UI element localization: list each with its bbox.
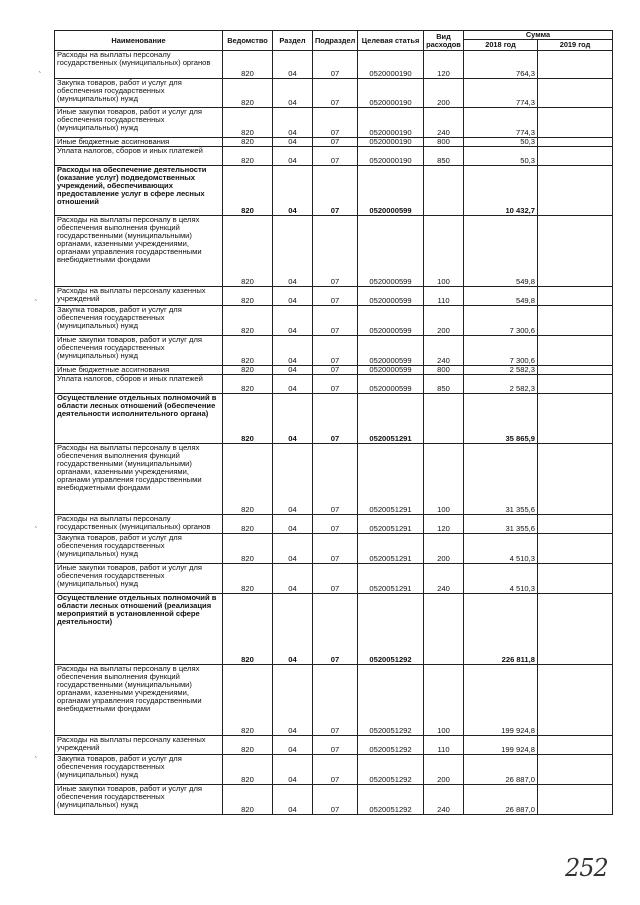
row-dept: 820 bbox=[223, 515, 273, 534]
row-name: Осуществление отдельных полномочий в области лесных отношений (реализация мероприятий в установленной сфере деятельности) bbox=[55, 594, 223, 665]
row-subsection: 07 bbox=[313, 108, 358, 138]
table-row bbox=[55, 785, 613, 815]
handwritten-page-number: 252 bbox=[565, 854, 608, 882]
row-subsection: 07 bbox=[313, 79, 358, 108]
row-section: 04 bbox=[273, 306, 313, 336]
row-dept: 820 bbox=[223, 534, 273, 564]
table-row bbox=[55, 147, 613, 166]
row-kind bbox=[424, 394, 464, 444]
margin-tick: ` bbox=[34, 757, 39, 767]
row-section: 04 bbox=[273, 534, 313, 564]
table-row bbox=[55, 515, 613, 534]
row-name: Расходы на выплаты персоналу государственных (муниципальных) органов bbox=[55, 51, 223, 79]
row-section: 04 bbox=[273, 51, 313, 79]
row-target: 0520051291 bbox=[358, 515, 424, 534]
row-name: Уплата налогов, сборов и иных платежей bbox=[55, 147, 223, 166]
margin-tick: ` bbox=[34, 527, 39, 537]
table-row bbox=[55, 306, 613, 336]
row-kind: 850 bbox=[424, 375, 464, 394]
row-sum-2018: 764,3 bbox=[464, 51, 538, 79]
header-section: Раздел bbox=[273, 31, 313, 51]
row-sum-2019 bbox=[538, 216, 613, 287]
row-subsection: 07 bbox=[313, 534, 358, 564]
table-row bbox=[55, 564, 613, 594]
row-name: Осуществление отдельных полномочий в области лесных отношений (обеспечение деятельности исполнительного органа) bbox=[55, 394, 223, 444]
row-sum-2019 bbox=[538, 736, 613, 755]
row-name: Иные закупки товаров, работ и услуг для обеспечения государственных (муниципальных) нужд bbox=[55, 108, 223, 138]
row-sum-2018: 50,3 bbox=[464, 138, 538, 147]
row-section: 04 bbox=[273, 336, 313, 366]
row-sum-2018: 4 510,3 bbox=[464, 534, 538, 564]
row-kind: 800 bbox=[424, 138, 464, 147]
header-name: Наименование bbox=[55, 31, 223, 51]
row-target: 0520000599 bbox=[358, 287, 424, 306]
row-name: Расходы на выплаты персоналу в целях обеспечения выполнения функций государственными (муниципальными) органами, казенными учреждениями, органами управления государственными внебюджетными фондами bbox=[55, 665, 223, 736]
row-sum-2019 bbox=[538, 665, 613, 736]
row-subsection: 07 bbox=[313, 375, 358, 394]
row-kind bbox=[424, 594, 464, 665]
row-sum-2018: 7 300,6 bbox=[464, 306, 538, 336]
row-target: 0520051291 bbox=[358, 394, 424, 444]
row-section: 04 bbox=[273, 375, 313, 394]
row-name: Расходы на выплаты персоналу в целях обеспечения выполнения функций государственными (муниципальными) органами, казенными учреждениями, органами управления государственными внебюджетными фондами bbox=[55, 216, 223, 287]
header-target: Целевая статья bbox=[358, 31, 424, 51]
table-row bbox=[55, 534, 613, 564]
row-section: 04 bbox=[273, 515, 313, 534]
row-name: Иные закупки товаров, работ и услуг для обеспечения государственных (муниципальных) нужд bbox=[55, 564, 223, 594]
row-sum-2018: 26 887,0 bbox=[464, 785, 538, 815]
row-sum-2019 bbox=[538, 306, 613, 336]
row-target: 0520000599 bbox=[358, 375, 424, 394]
row-subsection: 07 bbox=[313, 564, 358, 594]
row-dept: 820 bbox=[223, 366, 273, 375]
row-target: 0520051291 bbox=[358, 444, 424, 515]
row-kind bbox=[424, 166, 464, 216]
header-year-2018: 2018 год bbox=[464, 40, 538, 51]
row-subsection: 07 bbox=[313, 665, 358, 736]
row-section: 04 bbox=[273, 138, 313, 147]
row-subsection: 07 bbox=[313, 755, 358, 785]
row-target: 0520000599 bbox=[358, 366, 424, 375]
row-target: 0520051292 bbox=[358, 594, 424, 665]
row-kind: 240 bbox=[424, 564, 464, 594]
row-sum-2019 bbox=[538, 147, 613, 166]
row-subsection: 07 bbox=[313, 166, 358, 216]
row-name: Закупка товаров, работ и услуг для обеспечения государственных (муниципальных) нужд bbox=[55, 79, 223, 108]
row-kind: 240 bbox=[424, 336, 464, 366]
row-section: 04 bbox=[273, 216, 313, 287]
table-row bbox=[55, 216, 613, 287]
row-section: 04 bbox=[273, 394, 313, 444]
table-row bbox=[55, 287, 613, 306]
row-subsection: 07 bbox=[313, 51, 358, 79]
table-row bbox=[55, 108, 613, 138]
row-sum-2018: 2 582,3 bbox=[464, 375, 538, 394]
row-dept: 820 bbox=[223, 564, 273, 594]
row-sum-2019 bbox=[538, 366, 613, 375]
table-row bbox=[55, 444, 613, 515]
row-kind: 100 bbox=[424, 216, 464, 287]
row-dept: 820 bbox=[223, 216, 273, 287]
row-name: Расходы на выплаты персоналу казенных учреждений bbox=[55, 736, 223, 755]
row-subsection: 07 bbox=[313, 785, 358, 815]
row-sum-2019 bbox=[538, 785, 613, 815]
row-sum-2018: 2 582,3 bbox=[464, 366, 538, 375]
table-row bbox=[55, 375, 613, 394]
table-row bbox=[55, 755, 613, 785]
row-kind: 850 bbox=[424, 147, 464, 166]
row-sum-2018: 31 355,6 bbox=[464, 515, 538, 534]
margin-tick: ` bbox=[38, 72, 43, 82]
row-dept: 820 bbox=[223, 665, 273, 736]
row-sum-2019 bbox=[538, 534, 613, 564]
table-header bbox=[55, 31, 613, 51]
row-kind: 200 bbox=[424, 79, 464, 108]
row-sum-2019 bbox=[538, 564, 613, 594]
row-sum-2019 bbox=[538, 515, 613, 534]
row-kind: 800 bbox=[424, 366, 464, 375]
row-kind: 110 bbox=[424, 287, 464, 306]
header-dept: Ведомство bbox=[223, 31, 273, 51]
row-sum-2019 bbox=[538, 108, 613, 138]
row-subsection: 07 bbox=[313, 336, 358, 366]
row-subsection: 07 bbox=[313, 594, 358, 665]
row-sum-2019 bbox=[538, 336, 613, 366]
row-sum-2019 bbox=[538, 375, 613, 394]
table-row bbox=[55, 79, 613, 108]
row-name: Иные закупки товаров, работ и услуг для обеспечения государственных (муниципальных) нужд bbox=[55, 336, 223, 366]
row-name: Уплата налогов, сборов и иных платежей bbox=[55, 375, 223, 394]
row-section: 04 bbox=[273, 166, 313, 216]
row-section: 04 bbox=[273, 444, 313, 515]
row-kind: 240 bbox=[424, 785, 464, 815]
row-name: Закупка товаров, работ и услуг для обеспечения государственных (муниципальных) нужд bbox=[55, 306, 223, 336]
row-sum-2019 bbox=[538, 51, 613, 79]
table-row bbox=[55, 594, 613, 665]
row-kind: 240 bbox=[424, 108, 464, 138]
row-sum-2019 bbox=[538, 755, 613, 785]
row-dept: 820 bbox=[223, 736, 273, 755]
row-target: 0520000190 bbox=[358, 51, 424, 79]
row-kind: 110 bbox=[424, 736, 464, 755]
row-dept: 820 bbox=[223, 108, 273, 138]
row-kind: 120 bbox=[424, 515, 464, 534]
row-subsection: 07 bbox=[313, 444, 358, 515]
header-subsection: Подраздел bbox=[313, 31, 358, 51]
row-dept: 820 bbox=[223, 394, 273, 444]
row-sum-2018: 774,3 bbox=[464, 79, 538, 108]
row-subsection: 07 bbox=[313, 366, 358, 375]
row-target: 0520000599 bbox=[358, 306, 424, 336]
row-subsection: 07 bbox=[313, 138, 358, 147]
row-target: 0520000190 bbox=[358, 79, 424, 108]
row-sum-2018: 549,8 bbox=[464, 287, 538, 306]
row-target: 0520051291 bbox=[358, 564, 424, 594]
row-section: 04 bbox=[273, 755, 313, 785]
row-kind: 100 bbox=[424, 665, 464, 736]
row-target: 0520051292 bbox=[358, 736, 424, 755]
row-name: Расходы на выплаты персоналу казенных учреждений bbox=[55, 287, 223, 306]
row-section: 04 bbox=[273, 366, 313, 375]
row-section: 04 bbox=[273, 665, 313, 736]
row-dept: 820 bbox=[223, 306, 273, 336]
row-dept: 820 bbox=[223, 138, 273, 147]
row-name: Закупка товаров, работ и услуг для обеспечения государственных (муниципальных) нужд bbox=[55, 755, 223, 785]
row-dept: 820 bbox=[223, 444, 273, 515]
row-section: 04 bbox=[273, 147, 313, 166]
row-name: Иные закупки товаров, работ и услуг для обеспечения государственных (муниципальных) нужд bbox=[55, 785, 223, 815]
row-name: Закупка товаров, работ и услуг для обеспечения государственных (муниципальных) нужд bbox=[55, 534, 223, 564]
header-year-2019: 2019 год bbox=[538, 40, 613, 51]
row-subsection: 07 bbox=[313, 736, 358, 755]
row-dept: 820 bbox=[223, 755, 273, 785]
row-sum-2019 bbox=[538, 394, 613, 444]
row-target: 0520051292 bbox=[358, 665, 424, 736]
row-sum-2019 bbox=[538, 287, 613, 306]
row-section: 04 bbox=[273, 594, 313, 665]
row-target: 0520000599 bbox=[358, 166, 424, 216]
row-target: 0520000190 bbox=[358, 108, 424, 138]
table-row bbox=[55, 736, 613, 755]
row-target: 0520000190 bbox=[358, 147, 424, 166]
row-sum-2019 bbox=[538, 594, 613, 665]
budget-table bbox=[54, 30, 613, 815]
row-section: 04 bbox=[273, 736, 313, 755]
row-subsection: 07 bbox=[313, 147, 358, 166]
row-sum-2018: 549,8 bbox=[464, 216, 538, 287]
row-sum-2018: 199 924,8 bbox=[464, 665, 538, 736]
row-subsection: 07 bbox=[313, 216, 358, 287]
row-dept: 820 bbox=[223, 785, 273, 815]
table-row bbox=[55, 366, 613, 375]
row-dept: 820 bbox=[223, 147, 273, 166]
row-sum-2019 bbox=[538, 444, 613, 515]
table-row bbox=[55, 394, 613, 444]
header-sum: Сумма bbox=[464, 31, 613, 40]
row-subsection: 07 bbox=[313, 287, 358, 306]
row-target: 0520000599 bbox=[358, 336, 424, 366]
table-row bbox=[55, 336, 613, 366]
row-name: Расходы на выплаты персоналу в целях обеспечения выполнения функций государственными (муниципальными) органами, казенными учреждениями, органами управления государственными внебюджетными фондами bbox=[55, 444, 223, 515]
row-target: 0520051292 bbox=[358, 785, 424, 815]
row-sum-2018: 31 355,6 bbox=[464, 444, 538, 515]
row-kind: 200 bbox=[424, 306, 464, 336]
row-sum-2019 bbox=[538, 79, 613, 108]
row-dept: 820 bbox=[223, 166, 273, 216]
row-sum-2019 bbox=[538, 166, 613, 216]
row-kind: 100 bbox=[424, 444, 464, 515]
row-sum-2018: 226 811,8 bbox=[464, 594, 538, 665]
row-sum-2019 bbox=[538, 138, 613, 147]
row-target: 0520051291 bbox=[358, 534, 424, 564]
row-sum-2018: 10 432,7 bbox=[464, 166, 538, 216]
table-row bbox=[55, 138, 613, 147]
row-section: 04 bbox=[273, 785, 313, 815]
row-kind: 200 bbox=[424, 534, 464, 564]
row-subsection: 07 bbox=[313, 515, 358, 534]
row-sum-2018: 26 887,0 bbox=[464, 755, 538, 785]
row-sum-2018: 35 865,9 bbox=[464, 394, 538, 444]
row-sum-2018: 774,3 bbox=[464, 108, 538, 138]
row-dept: 820 bbox=[223, 594, 273, 665]
row-name: Иные бюджетные ассигнования bbox=[55, 138, 223, 147]
row-section: 04 bbox=[273, 564, 313, 594]
row-name: Иные бюджетные ассигнования bbox=[55, 366, 223, 375]
row-dept: 820 bbox=[223, 336, 273, 366]
header-kind: Вид расходов bbox=[424, 31, 464, 51]
row-dept: 820 bbox=[223, 79, 273, 108]
table-row bbox=[55, 166, 613, 216]
row-kind: 120 bbox=[424, 51, 464, 79]
row-subsection: 07 bbox=[313, 306, 358, 336]
row-target: 0520000599 bbox=[358, 216, 424, 287]
row-dept: 820 bbox=[223, 51, 273, 79]
margin-tick: ` bbox=[34, 300, 39, 310]
table-body bbox=[55, 51, 613, 815]
row-sum-2018: 7 300,6 bbox=[464, 336, 538, 366]
row-target: 0520000190 bbox=[358, 138, 424, 147]
row-name: Расходы на обеспечение деятельности (оказание услуг) подведомственных учреждений, обеспечивающих предоставление услуг в сфере лесных отношений bbox=[55, 166, 223, 216]
row-sum-2018: 199 924,8 bbox=[464, 736, 538, 755]
row-kind: 200 bbox=[424, 755, 464, 785]
row-sum-2018: 4 510,3 bbox=[464, 564, 538, 594]
row-dept: 820 bbox=[223, 375, 273, 394]
row-subsection: 07 bbox=[313, 394, 358, 444]
row-section: 04 bbox=[273, 287, 313, 306]
table-row bbox=[55, 51, 613, 79]
row-name: Расходы на выплаты персоналу государственных (муниципальных) органов bbox=[55, 515, 223, 534]
row-sum-2018: 50,3 bbox=[464, 147, 538, 166]
row-dept: 820 bbox=[223, 287, 273, 306]
row-section: 04 bbox=[273, 108, 313, 138]
row-section: 04 bbox=[273, 79, 313, 108]
row-target: 0520051292 bbox=[358, 755, 424, 785]
table-row bbox=[55, 665, 613, 736]
